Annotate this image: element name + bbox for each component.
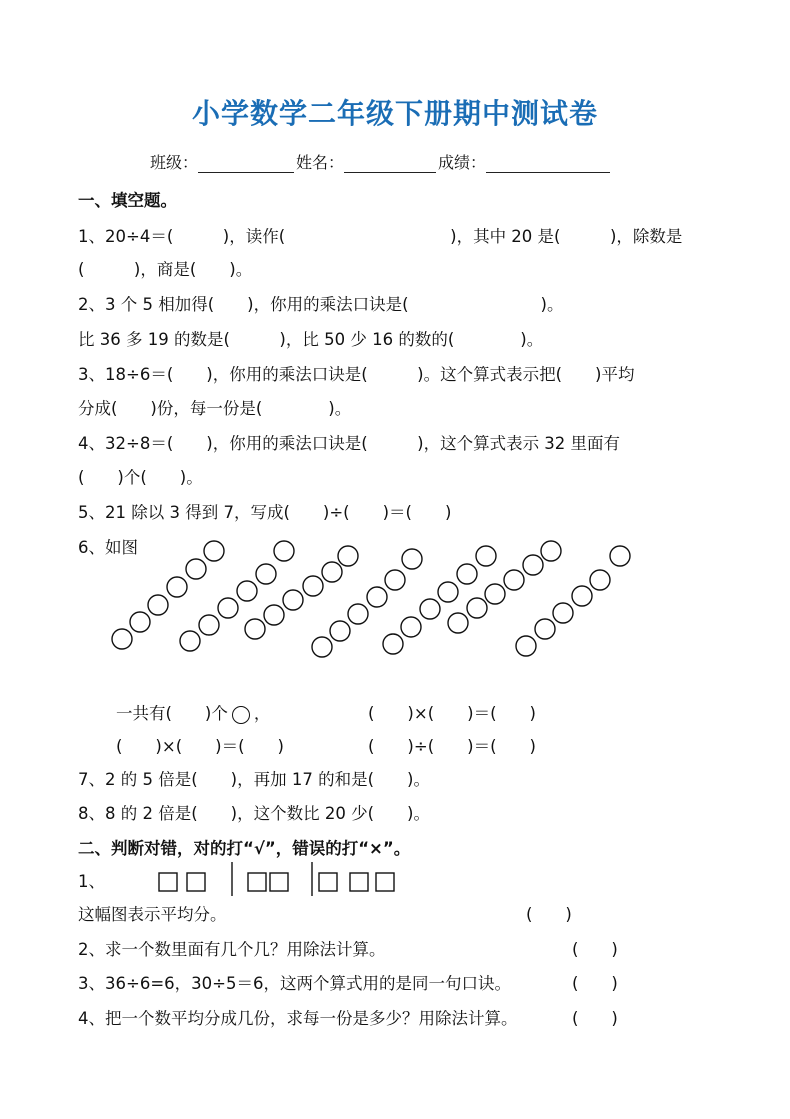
figure-circle <box>204 541 224 561</box>
figure-circle <box>485 584 505 604</box>
figure-circle <box>385 570 405 590</box>
figure-circle <box>516 636 536 656</box>
section1-heading: 一、填空题。 <box>78 191 177 210</box>
circle-icon <box>232 706 250 724</box>
figure-circle <box>383 634 403 654</box>
figure-circle <box>338 546 358 566</box>
page-title: 小学数学二年级下册期中测试卷 <box>191 97 598 130</box>
figure-circle <box>523 555 543 575</box>
figure-circle <box>264 605 284 625</box>
figure-square <box>159 873 177 891</box>
figure-circle <box>167 577 187 597</box>
s2-q3-answer[interactable]: ( ) <box>572 974 618 993</box>
q4-line1: 4、32÷8＝( )，你用的乘法口诀是( )，这个算式表示 32 里面有 <box>78 434 621 453</box>
q3-line1: 3、18÷6＝( )，你用的乘法口诀是( )。这个算式表示把( )平均 <box>78 365 635 384</box>
figure-circle <box>535 619 555 639</box>
figure-circle <box>218 598 238 618</box>
figure-circle <box>610 546 630 566</box>
figure-circle <box>572 586 592 606</box>
q2-line1: 2、3 个 5 相加得( )，你用的乘法口诀是( )。 <box>78 295 564 314</box>
q6-label: 6、如图 <box>78 538 138 557</box>
figure-square <box>319 873 337 891</box>
score-label: 成绩： <box>438 153 487 172</box>
q7: 7、2 的 5 倍是( )，再加 17 的和是( )。 <box>78 770 430 789</box>
figure-circle <box>186 559 206 579</box>
figure-circle <box>420 599 440 619</box>
figure-square <box>376 873 394 891</box>
q6-total-text: 一共有( )个 <box>116 704 228 723</box>
class-label: 班级： <box>150 153 199 172</box>
q6-divide-line2: ( )÷( )＝( ) <box>368 737 536 756</box>
q1-line1: 1、20÷4＝( )，读作( )，其中 20 是( )，除数是 <box>78 227 683 246</box>
q4-line2: ( )个( )。 <box>78 468 203 487</box>
figure-circle <box>476 546 496 566</box>
s2-q4: 4、把一个数平均分成几份，求每一份是多少？用除法计算。 <box>78 1009 518 1028</box>
figure-circle <box>274 541 294 561</box>
figure-circle <box>402 549 422 569</box>
q6-multiply-line2: ( )×( )＝( ) <box>116 737 284 756</box>
figure-square <box>248 873 266 891</box>
student-info-row <box>150 150 612 173</box>
section2-heading: 二、判断对错，对的打“√”，错误的打“×”。 <box>78 839 411 858</box>
figure-circle <box>322 562 342 582</box>
figure-circle <box>541 541 561 561</box>
figure-circle <box>504 570 524 590</box>
figure-circle <box>245 619 265 639</box>
figure-circle <box>467 598 487 618</box>
figure-circle <box>330 621 350 641</box>
figure-circle <box>256 564 276 584</box>
name-label: 姓名： <box>296 153 345 172</box>
s2-q1-text: 这幅图表示平均分。 <box>78 905 227 924</box>
q6-multiply-line1: ( )×( )＝( ) <box>368 704 536 723</box>
figure-circle <box>348 604 368 624</box>
figure-circle <box>590 570 610 590</box>
s2-q1-number: 1、 <box>78 872 105 891</box>
figure-circle <box>112 629 132 649</box>
figure-circle <box>283 590 303 610</box>
s2-q2: 2、求一个数里面有几个几？用除法计算。 <box>78 940 386 959</box>
figure-circle <box>448 613 468 633</box>
q5: 5、21 除以 3 得到 7，写成( )÷( )＝( ) <box>78 503 452 522</box>
squares-figure <box>155 862 405 898</box>
s2-q1-answer[interactable]: ( ) <box>526 905 572 924</box>
name-blank[interactable] <box>344 154 436 173</box>
score-blank[interactable] <box>486 154 610 173</box>
q2-line2: 比 36 多 19 的数是( )，比 50 少 16 的数的( )。 <box>78 330 544 349</box>
figure-circle <box>457 564 477 584</box>
q1-line2: ( )，商是( )。 <box>78 260 253 279</box>
figure-square <box>350 873 368 891</box>
figure-square <box>187 873 205 891</box>
s2-q3: 3、36÷6=6，30÷5＝6，这两个算式用的是同一句口诀。 <box>78 974 511 993</box>
circle-groups-figure <box>100 535 660 665</box>
figure-circle <box>130 612 150 632</box>
q3-line2: 分成( )份，每一份是( )。 <box>78 399 352 418</box>
figure-circle <box>180 631 200 651</box>
q8: 8、8 的 2 倍是( )，这个数比 20 少( )。 <box>78 804 430 823</box>
s2-q2-answer[interactable]: ( ) <box>572 940 618 959</box>
figure-circle <box>148 595 168 615</box>
figure-circle <box>438 582 458 602</box>
figure-circle <box>303 576 323 596</box>
figure-circle <box>199 615 219 635</box>
q6-comma: ， <box>253 704 271 723</box>
figure-circle <box>401 617 421 637</box>
figure-circle <box>553 603 573 623</box>
class-blank[interactable] <box>198 154 294 173</box>
figure-circle <box>367 587 387 607</box>
q6-answer-line1 <box>116 703 270 725</box>
figure-square <box>270 873 288 891</box>
figure-circle <box>237 581 257 601</box>
s2-q4-answer[interactable]: ( ) <box>572 1009 618 1028</box>
figure-circle <box>312 637 332 657</box>
